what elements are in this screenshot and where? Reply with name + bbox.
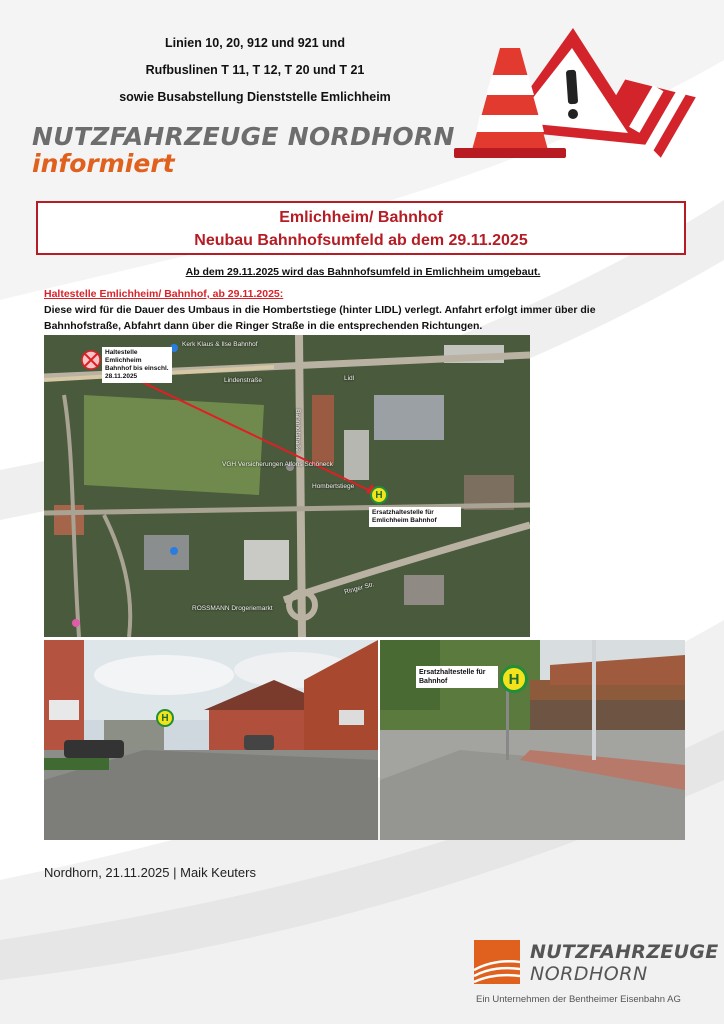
company-tagline: Ein Unternehmen der Bentheimer Eisenbahn AG	[476, 994, 681, 1005]
street-photo-2	[380, 640, 685, 840]
poi-lidl: Lidl	[344, 375, 355, 382]
header-line-1: Linien 10, 20, 912 und 921 und	[165, 36, 345, 50]
street-hombertstiege: Hombertstiege	[312, 483, 355, 490]
street-photo-1-graphic	[44, 640, 378, 840]
title-line-1: Emlichheim/ Bahnhof	[279, 209, 443, 226]
aerial-map	[44, 335, 530, 637]
old-stop-label: Haltestelle Emlichheim Bahnhof bis einschl. 28.11.2025	[102, 347, 172, 383]
logo-text-line-1: NUTZFAHRZEUGE	[530, 941, 719, 963]
poi-vgh: VGH Versicherungen Alfons Schöneck	[222, 461, 333, 468]
photo1-stop-icon: H	[156, 709, 174, 727]
brand-name: NUTZFAHRZEUGE NORDHORN	[32, 122, 455, 151]
new-stop-icon: H	[370, 486, 388, 504]
brand-informiert: informiert	[32, 149, 175, 178]
brand-block	[32, 122, 455, 178]
signature-line: Nordhorn, 21.11.2025 | Maik Keuters	[44, 865, 256, 880]
section-heading: Haltestelle Emlichheim/ Bahnhof, ab 29.11.2025:	[44, 288, 284, 300]
poi-kerk: Kerk Klaus & Ilse Bahnhof	[182, 341, 258, 348]
street-ringer: Ringer Str.	[343, 581, 376, 596]
logo-text-line-2: NORDHORN	[530, 963, 648, 985]
header-line-2: Rufbuslinen T 11, T 12, T 20 und T 21	[145, 63, 365, 77]
poi-rossmann: ROSSMANN Drogeriemarkt	[192, 605, 273, 612]
intro-text: Ab dem 29.11.2025 wird das Bahnhofsumfeld in Emlichheim umgebaut.	[185, 266, 541, 278]
header-line-3: sowie Busabstellung Dienststelle Emlichheim	[119, 90, 391, 104]
section-body: Diese wird für die Dauer des Umbaus in die Hombertstiege (hinter LIDL) verlegt. Anfahrt erfolgt immer über die Bahnhofstraße, Abfahrt dann über die Ringer Straße in die entsprechenden Richtungen.	[44, 304, 596, 332]
street-lindenstrasse: Lindenstraße	[224, 377, 262, 384]
header-lines	[90, 30, 420, 111]
street-bahnhofstrasse: Bahnhofstraße	[293, 409, 301, 452]
street-photo-1	[44, 640, 378, 840]
company-logo-icon	[474, 940, 520, 984]
construction-warning-icon	[448, 20, 698, 165]
photo2-stop-label: Ersatzhaltestelle für Bahnhof	[416, 666, 498, 688]
new-stop-label: Ersatzhaltestelle für Emlichheim Bahnhof	[369, 507, 461, 527]
title-box	[36, 201, 686, 255]
photo2-stop-icon: H	[500, 665, 528, 693]
title-line-2: Neubau Bahnhofsumfeld ab dem 29.11.2025	[194, 232, 528, 249]
